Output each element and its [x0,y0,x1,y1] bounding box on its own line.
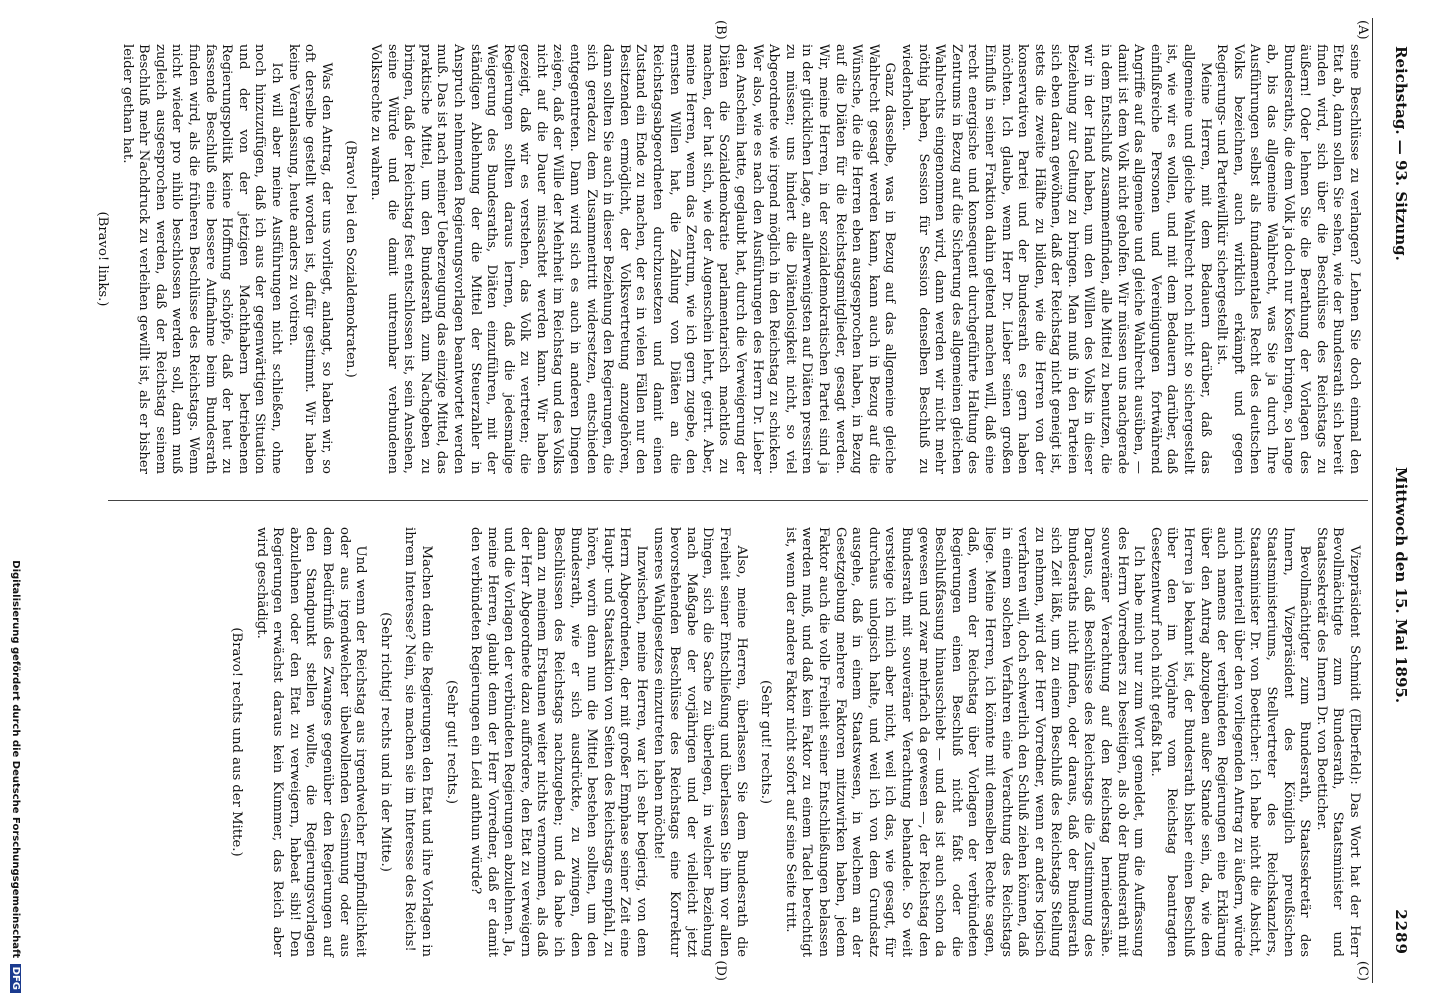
paragraph: Ich habe mich nur zum Wort gemeldet, um die Auffassung des Herrn Vorredners zu beseitigen, als ob der Bundesrath mit souveräner Verachtung auf den Reichstag herniedersähe. Daraus, daß Beschlüsse des Reichstags die Zustimmung des Bundesraths nicht finden, oder daraus, daß der Bundesrath sich Zeit läßt, um zu einem Beschluß des Reichstags Stellung zu nehmen, wird der Herr Vorredner, wenn er anders logisch verfahren will, doch schwerlich den Schluß ziehen können, daß in einem solchen Verfahren eine Verachtung des Reichstags liege. Meine Herren, ich könnte mit demselben Rechte sagen, daß, wenn der Reichstag über Vorlagen der verbündeten Regierungen einen Beschluß nicht faßt oder die Beschlußfassung hinausschiebt — und das ist auch schon da gewesen und zwar mehrfach da gewesen —, der Reichstag den Bundesrath mit souveräner Verachtung behandele. So weit versteige ich mich aber nicht, weil ich das, wie gesagt, für durchaus unlogisch halte, und weil ich von dem Grundsatz ausgehe, daß in einem Staatswesen, in welchem an der Gesetzgebung mehrere Faktoren mitzuwirken haben, jedem Faktor auch die volle Freiheit seiner Entschließungen belassen werden muß, und daß kein Faktor zu einem Tadel berechtigt ist, wenn der andere Faktor nicht sofort auf seine Seite tritt. [782,527,1147,957]
reaction-note: (Sehr richtig! rechts und in der Mitte.) [377,612,393,872]
paragraph: Vizepräsident Schmidt (Elberfeld): Das Wort hat der Herr Bevollmächtigte zum Bundesrath, Staatsminister und Staatssekretär des Innern Dr. von Boetticher. [1313,527,1362,957]
margin-marker-a: (A) [1355,20,1370,40]
left-column [95,18,1370,501]
margin-marker-d: (D) [713,960,728,981]
paragraph: Was den Antrag, der uns vorliegt, anlangt, so haben wir, so oft derselbe gestellt worden ist, dafür gestimmt. Wir haben keine Veranlassung, heute anders zu votiren. [285,44,334,474]
reaction-note: (Bravo! rechts und aus der Mitte.) [229,627,244,857]
dfg-logo: DFG [10,964,21,993]
header-date: Mittwoch den 15. Mai 1895. [1392,467,1410,704]
margin-marker-c: (C) [1355,960,1370,981]
paragraph: Machen denn die Regierungen den Etat und ihre Vorlagen in ihrem Interesse? Nein, sie machen sie im Interesse des Reichs! [402,527,434,957]
credit-text: Digitalisierung gefördert durch die Deutsche Forschungsgemeinschaft [10,560,21,959]
document-page [10,8,1420,993]
reaction-note: (Bravo! links.) [95,211,111,307]
digitization-credit [10,560,21,993]
paragraph: Ich will aber meine Ausführungen nicht schließen, ohne noch hinzuzufügen, daß ich aus der gegenwärtigen Situation und der von der jetzigen Machthabern betriebenen Regierungspolitik keine Hoffnung schöpfe, daß der heut zu fassende Beschluß eine bessere Aufnahme beim Bundesrath finden wird, als die früheren Beschlüsse des Reichstags. Wenn nicht wieder pro nihilo beschlossen werden soll, dann muß zugleich ausgesprochen werden, daß der Reichstag seinem Beschluß mehr Nachdruck zu verleihen gewillt ist, als er bisher leider gethan hat. [119,44,284,474]
margin-marker-b: (B) [713,20,728,40]
right-column [108,501,1368,983]
paragraph: seine Beschlüsse zu verlangen? Lehnen Sie doch einmal den Etat ab, dann sollen Sie sehen, wie der Bundesrath sich bereit finden wird, sich über die Beschlüsse des Reichstags zu äußern! Oder lehnen Sie die Berathung der Vorlagen des Bundesraths, die dem Volk ja doch nur Kosten bringen, so lange ab, bis das allgemeine Wahlrecht, was Sie ja durch Ihre Ausführungen selbst als fundamentales Recht des deutschen Volks bezeichnen, auch wirklich erkämpft und gegen Regierungs- und Parteiwillkür sichergestellt ist. [1214,44,1362,474]
paragraph: Meine Herren, mit dem Bedauern darüber, daß das allgemeine und gleiche Wahlrecht noch nicht so sichergestellt ist, wie wir es wollen, und mit dem Bedauern darüber, daß einflußreiche Personen und Vereinigungen fortwährend Angriffe auf das allgemeine und gleiche Wahlrecht ausüben, — damit ist dem Volk nicht geholfen. Wir müssen uns nachgerade in dem Entschluß zusammenfinden, alle Mittel zu benutzen, die wir in der Hand haben, um den Willen des Volks in dieser Beziehung zur Geltung zu bringen. Man muß in den Parteien sich eben daran gewöhnen, daß der Reichstag nicht geneigt ist, stets die zweite Hälfte zu bilden, wie die Herren von der konservativen Partei und der Bundesrath es gern haben möchten. Ich glaube, wenn Herr Dr. Lieber seinen großen Einfluß in seiner Fraktion dahin geltend machen will, daß eine recht energische und konsequent durchgeführte Haltung des Zentrums in Bezug auf die Sicherung des allgemeinen gleichen Wahlrechts eingenommen wird, dann werden wir nicht mehr nöthig haben, Session für Session denselben Beschluß zu wiederholen. [898,44,1213,474]
paragraph: Bevollmächtigter zum Bundesrath, Staatssekretär des Innern, Vizepräsident des Königlich preußischen Staatsministeriums, Stellvertreter des Reichskanzlers, Staatsminister Dr. von Boetticher: Ich habe nicht die Absicht, mich materiell über den vorliegenden Antrag zu äußern, würde auch namens der verbündeten Regierungen eine Erklärung über den Antrag abzugeben außer Stande sein, da, wie den Herren ja bekannt ist, der Bundesrath bisher einen Beschluß über den im Vorjahre vom Reichstag beantragten Gesetzentwurf noch nicht gefaßt hat. [1147,527,1313,957]
paragraph: Ganz dasselbe, was in Bezug auf das allgemeine gleiche Wahlrecht gesagt werden kann, kann auch in Bezug auf die Wünsche, die die Herren eben ausgesprochen haben, in Bezug auf die Diäten für die Reichstagsmitglieder, gesagt werden. Wir, meine Herren, in der sozialdemokratischen Partei sind ja in der glücklichen Lage, an allerwenigsten auf Diäten pressiren zu müssen; uns hindert die Diätenlosigkeit nicht, so viel Abgeordnete wie irgend möglich in den Reichstag zu schicken. Wer also, wie es nach den Ausführungen des Herrn Dr. Lieber den Anschein hatte, geglaubt hat, durch die Verweigerung der Diäten die Sozialdemokratie parlamentarisch machtlos zu machen, der hat sich, wie der Augenschein lehrt, geirrt. Aber, meine Herren, wenn das Zentrum, wie ich gern zugebe, den ernsten Willen hat, die Zahlung von Diäten an die Reichstagsabgeordneten durchzusetzen und damit einen Zustand ein Ende zu machen, der es in vielen Fällen nur den Besitzenden ermöglicht, der Volksvertretung anzugehören, dann sollten Sie auch in dieser Beziehung den Regierungen, die sich geradezu dem Zusammentritt widersetzen, entschieden entgegentreten. Dann wird sich es auch in anderen Dingen zeigen, daß der Wille der Mehrheit im Reichstag und des Volks nicht auf die Dauer missachtet werden kann. Wir haben gezeigt, daß wir es verstehen, das Volk zu vertreten; die Regierungen sollten daraus lernen, daß die jedesmalige Weigerung des Bundesraths, Diäten einzuführen, mit der ständigen Ablehnung der die Mittel der Steuerzahler in Anspruch nehmenden Regierungsvorlagen beantwortet werden muß. Das ist nach meiner Ueberzeugung das einzige Mittel, das praktische Mittel, um den Bundesrath zum Nachgeben zu bringen, daß der Reichstag fest entschlossen ist, sein Ansehen, seine Würde und die damit untrennbar verbundenen Volksrechte zu wahren. [367,44,898,474]
paragraph: Inzwischen, meine Herren, war ich sehr begierig, von dem Herrn Abgeordneten, der mit großer Emphase seiner Zeit eine Haupt- und Staatsaktion von Seiten des Reichstags empfahl, zu hören, worin denn nun die Mittel bestehen sollten, um den Bundesrath, wie er sich ausdrückte, zu zwingen, den Beschlüssen des Reichstags nachzugeben; und da habe ich dann zu meinem Erstaunen weiter nichts vernommen, als daß der Herr Abgeordnete dazu auffordere, den Etat zu verweigern und die Vorlagen der verbündeten Regierungen abzulehnen. Ja, meine Herren, glaubt denn der Herr Vorredner, daß er damit den verbündeten Regierungen ein Leid anthun würde? [468,527,650,957]
paragraph: Und wenn der Reichstag aus irgendwelcher Empfindlichkeit oder aus irgendwelcher übelwollenden Gesinnung oder aus dem Bedürfniß des Zwanges gegenüber den Regierungen auf den Standpunkt stellen wollte, die Regierungsvorlagen abzulehnen oder den Etat zu verweigern, habeat sibi! Den Regierungen erwächst daraus kein Kummer, das Reich aber wird geschädigt. [253,527,369,957]
text-columns [95,18,1370,983]
paragraph: Also, meine Herren, überlassen Sie dem Bundesrath die Freiheit seiner Entschließung und überlassen Sie ihm vor allen Dingen, sich die Sache zu überlegen, in welcher Beziehung nach Maßgabe der vorjährigen und der vielleicht jetzt bevorstehenden Beschlüsse des Reichstags eine Korrektur unseres Wahlgesetzes einzutreten haben möchte! [650,527,749,957]
reaction-note: (Sehr gut! rechts.) [443,679,459,805]
reaction-note: (Bravo! bei den Sozialdemokraten.) [343,140,359,378]
reaction-note: (Sehr gut! rechts.) [758,679,774,805]
page-number: 2289 [1392,909,1410,955]
page-header [1372,18,1420,983]
header-left: Reichstag. — 93. Sitzung. [1392,46,1410,261]
